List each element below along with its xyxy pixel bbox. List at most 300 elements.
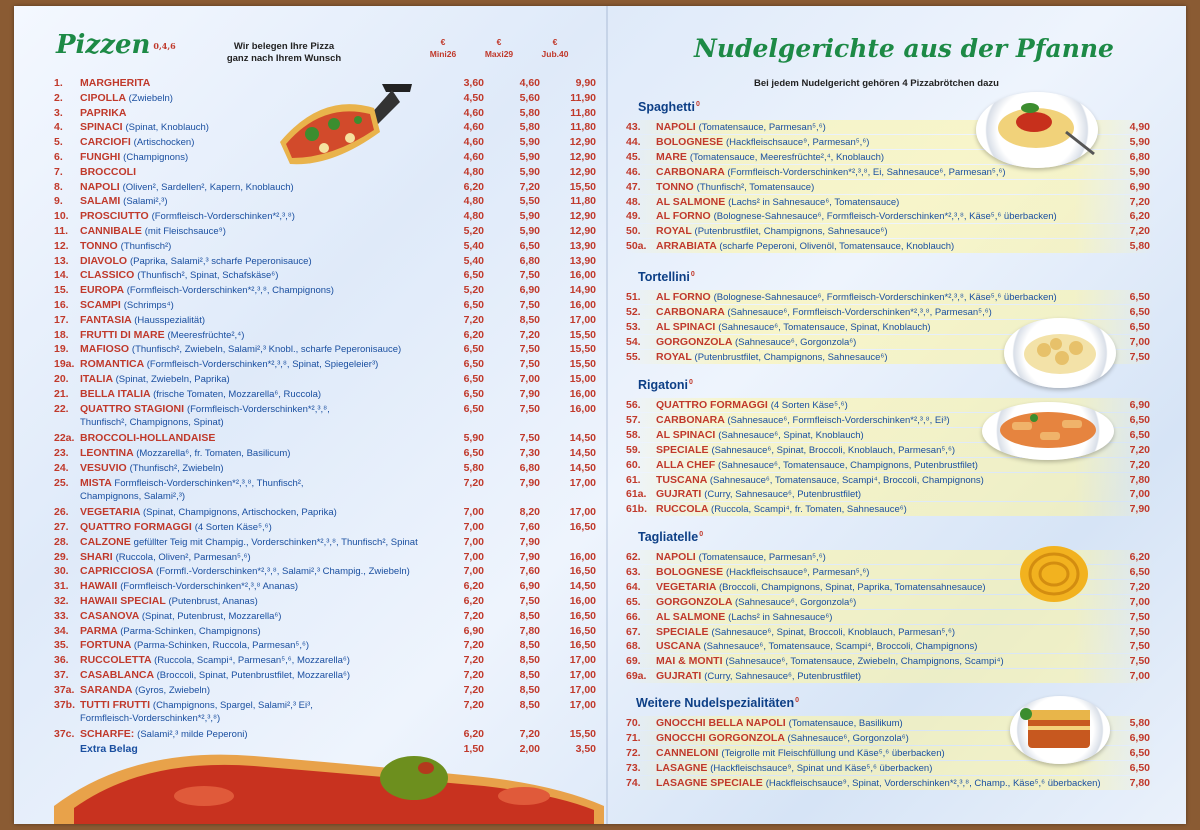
item-description: (Bolognese-Sahnesauce⁶, Formfleisch-Vorderschinken*²,³,⁸, Käse⁵,⁶ überbacken): [713, 211, 1057, 223]
item-price: 7,20: [463, 476, 484, 489]
item-price: 3,50: [575, 743, 596, 755]
item-number: 44.: [626, 135, 641, 148]
item-price: 7,00: [1129, 488, 1150, 501]
item-number: 16.: [54, 299, 69, 311]
item-price: 7,50: [519, 299, 540, 311]
item-name: PAPRIKA: [80, 106, 127, 119]
item-price: 16,50: [569, 609, 596, 622]
item-price: 4,60: [463, 106, 484, 119]
item-description: (Sahnesauce⁶, Tomatensauce, Scampi⁴, Broccoli, Champignons): [709, 474, 984, 486]
item-price: 5,20: [463, 225, 484, 237]
item-price: 6,50: [463, 299, 484, 311]
item-price: 16,00: [569, 299, 596, 311]
item-name: BELLA ITALIA (frische Tomaten, Mozzarella⁶, Ruccola): [80, 387, 322, 400]
item-description: (Spinat, Champignons, Artischocken, Paprika): [143, 507, 337, 519]
item-number: 33.: [54, 609, 69, 622]
item-number: 48.: [626, 195, 641, 208]
item-description-continued: Formfleisch-Vorderschinken*²,³,⁸): [80, 713, 221, 725]
item-price: 12,90: [569, 210, 596, 223]
item-number: 49.: [626, 210, 641, 223]
item-price: 13,90: [569, 239, 596, 252]
item-name: CANNIBALE (mit Fleischsauce⁹): [80, 225, 226, 237]
item-description: (Putenbrustfilet, Champignons, Sahnesauce⁶): [694, 351, 888, 363]
item-price: 7,20: [463, 669, 484, 681]
item-price: 6,50: [1129, 761, 1150, 774]
item-description: (Sahnesauce⁶, Tomatensauce, Spinat, Knoblauch): [718, 321, 931, 333]
item-number: 67.: [626, 625, 641, 638]
column-header-jubilee: € Jub.40: [541, 37, 569, 59]
item-description: (Zwiebeln): [128, 92, 173, 104]
item-description: (Curry, Sahnesauce⁶, Putenbrustfilet): [704, 671, 862, 683]
item-price: 7,00: [463, 550, 484, 563]
item-price: 6,50: [1129, 291, 1150, 303]
item-description: (4 Sorten Käse⁵,⁶): [770, 400, 848, 411]
item-price: 17,00: [569, 506, 596, 519]
noodle-row: [626, 654, 1154, 668]
item-price: 7,00: [1129, 670, 1150, 683]
item-number: 53.: [626, 320, 641, 333]
item-number: 66.: [626, 610, 641, 623]
item-description: (Paprika, Salami²,³ scharfe Peperonisauce): [129, 255, 312, 267]
item-description: (Curry, Sahnesauce⁶, Putenbrustfilet): [704, 489, 862, 501]
item-name: AL SALMONE (Lachs² in Sahnesauce⁶, Tomatensauce): [656, 195, 900, 208]
item-price: 5,90: [519, 136, 540, 149]
item-price: 6,20: [1129, 551, 1150, 563]
item-name: RUCCOLETTA (Ruccola, Scampi⁴, Parmesan⁵,⁶, Mozzarella⁶): [80, 654, 350, 667]
item-name: HAWAII (Formfleisch-Vorderschinken*²,³,⁸ Ananas): [80, 580, 298, 593]
item-name: USCANA (Sahnesauce⁶, Tomatensauce, Scampi⁴, Broccoli, Champignons): [656, 640, 978, 653]
item-price: 7,20: [1129, 195, 1150, 208]
item-name: QUATTRO FORMAGGI (4 Sorten Käse⁵,⁶): [80, 521, 272, 533]
item-price: 16,00: [569, 269, 596, 282]
noodle-row: [626, 610, 1154, 624]
item-name: MISTA Formfleisch-Vorderschinken*²,³,⁸, Thunfisch²,: [80, 476, 304, 489]
item-number: 63.: [626, 565, 641, 578]
item-description: (Formfleisch-Vorderschinken*²,³,⁸, Ei, Sahnesauce⁶, Parmesan⁵,⁶): [727, 166, 1006, 178]
item-description: (scharfe Peperoni, Olivenöl, Tomatensauce, Knoblauch): [719, 241, 955, 253]
item-price: 7,50: [1129, 350, 1150, 363]
item-price: 3,60: [463, 77, 484, 89]
item-number: 58.: [626, 428, 641, 441]
item-number: 26.: [54, 506, 69, 519]
pizza-row: [54, 283, 602, 297]
page-fold: [606, 6, 608, 824]
item-number: 19.: [54, 343, 69, 356]
item-description: (Thunfisch², Zwiebeln): [129, 462, 224, 474]
item-price: 14,50: [569, 447, 596, 459]
item-number: 37.: [54, 669, 69, 681]
item-description: (Hausspezialität): [134, 314, 206, 326]
item-name: TUTTI FRUTTI (Champignons, Spargel, Salami²,³ Ei³,: [80, 698, 313, 711]
item-price: 12,90: [569, 165, 596, 178]
pizza-section-title: Pizzen 0,4,6: [56, 30, 176, 60]
noodle-row: [626, 669, 1154, 683]
item-name: QUATTRO STAGIONI (Formfleisch-Vorderschinken*²,³,⁸,: [80, 402, 330, 415]
item-description: (Artischocken): [133, 137, 195, 149]
pizza-row: [54, 653, 602, 667]
item-name: SCAMPI (Schrimps⁴): [80, 299, 174, 311]
pizza-row: [54, 194, 602, 208]
item-name: SPINACI (Spinat, Knoblauch): [80, 121, 209, 134]
item-price: 7,20: [463, 698, 484, 711]
item-description: (Sahnesauce⁶, Spinat, Broccoli, Knoblauch, Parmesan⁵,⁶): [711, 626, 956, 638]
item-name: LASAGNE SPECIALE (Hackfleischsauce⁹, Spinat, Vorderschinken*²,³,⁸, Champ., Käse⁵,⁶ überbacken): [656, 776, 1101, 789]
noodle-section-title: Nudelgerichte aus der Pfanne: [694, 34, 1114, 63]
item-price: 7,20: [1129, 580, 1150, 593]
item-description: (Spinat, Knoblauch): [125, 122, 209, 134]
item-price: 6,50: [463, 373, 484, 385]
item-number: 50.: [626, 225, 641, 238]
pizza-row: [54, 224, 602, 238]
noodle-row: [626, 224, 1154, 238]
column-header-maxi: € Maxi29: [484, 37, 514, 59]
item-price: 16,50: [569, 639, 596, 652]
item-number: 50a.: [626, 240, 647, 253]
item-number: 34.: [54, 624, 69, 637]
item-price: 15,50: [569, 358, 596, 371]
item-price: 6,50: [1129, 428, 1150, 441]
item-number: 28.: [54, 535, 69, 548]
item-description: (Sahnesauce⁶, Gorgonzola⁶): [734, 336, 857, 348]
pizza-row: [54, 476, 602, 490]
pizza-row: [54, 431, 602, 445]
item-number: 24.: [54, 461, 69, 474]
item-price: 15,50: [569, 343, 596, 356]
pizza-row: [54, 402, 602, 416]
noodle-row: [626, 776, 1154, 790]
pizza-row: [54, 638, 602, 652]
item-number: 68.: [626, 640, 641, 653]
item-price: 4,80: [463, 210, 484, 223]
item-name: CASANOVA (Spinat, Putenbrust, Mozzarella⁶): [80, 609, 282, 622]
item-name: PARMA (Parma-Schinken, Champignons): [80, 624, 261, 637]
item-name: SCHARFE: (Salami²,³ milde Peperoni): [80, 728, 248, 741]
item-name: CLASSICO (Thunfisch², Spinat, Schafskäse⁶): [80, 269, 279, 282]
item-name: FUNGHI (Champignons): [80, 151, 189, 163]
item-description: (Thunfisch², Tomatensauce): [696, 181, 815, 193]
item-price: 17,00: [569, 313, 596, 326]
item-name: GUJRATI (Curry, Sahnesauce⁶, Putenbrustfilet): [656, 670, 862, 683]
item-price: 6,20: [463, 180, 484, 193]
item-description: (Parma-Schinken, Ruccola, Parmesan⁵,⁶): [133, 640, 310, 652]
noodle-row: [626, 290, 1154, 304]
item-price: 8,50: [519, 654, 540, 667]
pizza-row: [54, 505, 602, 519]
item-price: 11,80: [570, 195, 596, 208]
item-price: 5,80: [519, 106, 540, 119]
item-price: 5,80: [1129, 717, 1150, 729]
item-price: 16,50: [569, 624, 596, 637]
noodle-row: [626, 305, 1154, 319]
item-price: 11,80: [570, 106, 596, 119]
item-price: 1,50: [463, 743, 484, 755]
pizza-row: [54, 313, 602, 327]
item-price: 5,90: [463, 432, 484, 445]
item-number: 61a.: [626, 488, 647, 501]
item-name: NAPOLI (Tomatensauce, Parmesan⁵,⁶): [656, 551, 826, 563]
item-description: (Formfl.-Vorderschinken*²,³,⁸, Salami²,³ Champig., Zwiebeln): [156, 566, 410, 578]
item-price: 5,50: [519, 195, 540, 208]
category-heading: Weitere Nudelspezialitäten$^0$: [636, 696, 800, 710]
item-name: CARCIOFI (Artischocken): [80, 136, 195, 149]
pizza-row: [54, 328, 602, 342]
item-price: 7,00: [519, 373, 540, 385]
item-number: 14.: [54, 269, 69, 282]
item-number: 19a.: [54, 358, 75, 371]
item-name: AL FORNO (Bolognese-Sahnesauce⁶, Formfleisch-Vorderschinken*²,³,⁸, Käse⁵,⁶ überbacken): [656, 210, 1057, 223]
item-name: ARRABIATA (scharfe Peperoni, Olivenöl, Tomatensauce, Knoblauch): [656, 240, 955, 253]
item-number: 55.: [626, 350, 641, 363]
item-name: SALAMI (Salami²,³): [80, 195, 168, 208]
item-price: 7,90: [519, 535, 540, 548]
item-description: (Bolognese-Sahnesauce⁶, Formfleisch-Vorderschinken*²,³,⁸, Käse⁵,⁶ überbacken): [713, 292, 1057, 303]
item-description: (Gyros, Zwiebeln): [135, 684, 211, 696]
item-price: 6,50: [1129, 746, 1150, 759]
tortellini-plate-image: [1004, 318, 1116, 388]
item-price: 7,20: [463, 313, 484, 326]
item-price: 6,50: [1129, 305, 1150, 318]
item-number: 23.: [54, 447, 69, 459]
item-description: (Sahnesauce⁶, Spinat, Knoblauch): [718, 429, 864, 441]
item-description: (Formfleisch-Vorderschinken*²,³,⁸, Spinat, Spiegeleier³): [146, 359, 379, 371]
item-price: 7,20: [1129, 458, 1150, 471]
item-price: 5,90: [519, 151, 540, 163]
category-heading: Tortellini$^0$: [638, 270, 695, 284]
item-name: BROCCOLI-HOLLANDAISE: [80, 432, 216, 445]
item-number: 73.: [626, 761, 641, 774]
item-name: ITALIA (Spinat, Zwiebeln, Paprika): [80, 373, 230, 385]
item-name: CIPOLLA (Zwiebeln): [80, 91, 173, 104]
item-number: 11.: [54, 225, 69, 237]
item-number: 37a.: [54, 683, 75, 696]
item-number: 12.: [54, 239, 69, 252]
item-number: 15.: [54, 284, 69, 297]
noodle-row: [626, 487, 1154, 501]
item-description: (Lachs² in Sahnesauce⁶): [728, 611, 833, 623]
item-price: 7,00: [463, 521, 484, 533]
item-description: (Hackfleischsauce⁹, Parmesan⁵,⁶): [726, 136, 870, 148]
item-price: 6,50: [1129, 565, 1150, 578]
item-name: VEGETARIA (Spinat, Champignons, Artischocken, Paprika): [80, 506, 337, 519]
item-price: 6,50: [463, 387, 484, 400]
item-price: 17,00: [569, 654, 596, 667]
item-name: DIAVOLO (Paprika, Salami²,³ scharfe Peperonisauce): [80, 254, 312, 267]
item-price: 15,50: [569, 728, 596, 741]
item-price: 15,00: [569, 373, 596, 385]
pizza-row: [54, 209, 602, 223]
item-price: 7,60: [519, 521, 540, 533]
pizza-row: [54, 520, 602, 534]
item-price: 6,90: [519, 284, 540, 297]
item-price: 7,50: [1129, 655, 1150, 668]
item-price: 6,80: [519, 254, 540, 267]
category-heading: Spaghetti$^0$: [638, 100, 700, 114]
item-price: 7,80: [1129, 776, 1150, 789]
item-price: 11,90: [570, 91, 596, 104]
item-number: 60.: [626, 458, 641, 471]
item-price: 15,50: [569, 180, 596, 193]
item-name: GORGONZOLA (Sahnesauce⁶, Gorgonzola⁶): [656, 335, 857, 348]
pizza-row: [54, 579, 602, 593]
item-number: 56.: [626, 399, 641, 411]
item-number: 59.: [626, 443, 641, 456]
item-price: 4,90: [1129, 121, 1150, 133]
item-price: 7,20: [463, 683, 484, 696]
item-number: 4.: [54, 121, 63, 134]
noodle-row: [626, 239, 1154, 253]
pizza-row: [54, 564, 602, 578]
item-number: 13.: [54, 254, 69, 267]
noodle-row: [626, 209, 1154, 223]
pizza-row: [54, 254, 602, 268]
item-number: 61.: [626, 473, 641, 486]
item-price: 14,50: [569, 432, 596, 445]
item-price: 6,50: [463, 402, 484, 415]
item-price: 6,50: [1129, 413, 1150, 426]
item-price: 4,50: [463, 91, 484, 104]
item-price: 6,50: [1129, 320, 1150, 333]
item-price: 5,90: [519, 225, 540, 237]
pizza-row: [54, 698, 602, 712]
lasagne-plate-image: [1010, 696, 1110, 764]
item-price: 7,20: [1129, 443, 1150, 456]
item-price: 5,40: [463, 254, 484, 267]
menu-sheet: [14, 6, 1186, 824]
item-number: 29.: [54, 550, 69, 563]
item-price: 8,50: [519, 609, 540, 622]
item-number: 62.: [626, 551, 641, 563]
item-price: 7,00: [463, 565, 484, 578]
pizza-row: [54, 461, 602, 475]
item-price: 7,00: [1129, 335, 1150, 348]
item-description: (Thunfisch²): [120, 240, 172, 252]
item-price: 6,90: [1129, 180, 1150, 193]
pizza-row: [54, 180, 602, 194]
item-name: TUSCANA (Sahnesauce⁶, Tomatensauce, Scampi⁴, Broccoli, Champignons): [656, 473, 984, 486]
item-number: 2.: [54, 91, 63, 104]
item-description: (Lachs² in Sahnesauce⁶, Tomatensauce): [728, 196, 900, 208]
pizza-bottom-image: [54, 736, 604, 824]
item-name: CARBONARA (Sahnesauce⁶, Formfleisch-Vorderschinken*²,³,⁸, Parmesan⁵,⁶): [656, 305, 992, 318]
category-heading: Rigatoni$^0$: [638, 378, 693, 392]
item-price: 7,90: [519, 476, 540, 489]
item-price: 7,20: [519, 328, 540, 341]
item-price: 5,60: [519, 91, 540, 104]
item-price: 5,90: [1129, 165, 1150, 178]
item-number: 25.: [54, 476, 69, 489]
item-name: SARANDA (Gyros, Zwiebeln): [80, 683, 211, 696]
item-number: 65.: [626, 595, 641, 608]
item-description: (Tomatensauce, Parmesan⁵,⁶): [698, 552, 826, 563]
item-price: 7,80: [519, 624, 540, 637]
item-description: (Sahnesauce⁶, Formfleisch-Vorderschinken*²,³,⁸, Parmesan⁵,⁶): [727, 306, 992, 318]
item-name: ROYAL (Putenbrustfilet, Champignons, Sahnesauce⁶): [656, 350, 888, 363]
item-number: 54.: [626, 335, 641, 348]
item-name: Extra Belag: [80, 743, 138, 755]
item-name: AL SPINACI (Sahnesauce⁶, Spinat, Knoblauch): [656, 428, 864, 441]
item-name: CASABLANCA (Broccoli, Spinat, Putenbrustfilet, Mozzarella⁶): [80, 669, 351, 681]
item-description: (Formfleisch-Vorderschinken*²,³,⁸, Champignons): [126, 285, 334, 297]
noodle-row: [626, 473, 1154, 487]
pizza-row: [54, 550, 602, 564]
item-number: 70.: [626, 717, 641, 729]
item-name: LEONTINA (Mozzarella⁶, fr. Tomaten, Basilicum): [80, 447, 291, 459]
item-price: 5,40: [463, 239, 484, 252]
item-name: LASAGNE (Hackfleischsauce⁹, Spinat und Käse⁵,⁶ überbacken): [656, 761, 933, 774]
item-name: AL SALMONE (Lachs² in Sahnesauce⁶): [656, 610, 833, 623]
item-description: (Ruccola, Scampi⁴, Parmesan⁵,⁶, Mozzarella⁶): [154, 655, 350, 667]
item-price: 7,50: [1129, 610, 1150, 623]
item-price: 6,20: [463, 728, 484, 741]
item-price: 6,80: [1129, 150, 1150, 163]
item-price: 4,80: [463, 165, 484, 178]
item-description: (frische Tomaten, Mozzarella⁶, Ruccola): [153, 388, 322, 400]
item-description: (Broccoli, Spinat, Putenbrustfilet, Mozzarella⁶): [156, 670, 351, 681]
item-price: 7,00: [1129, 595, 1150, 608]
item-price: 14,50: [569, 461, 596, 474]
item-price: 2,00: [519, 743, 540, 755]
item-price: 7,50: [519, 343, 540, 356]
noodle-row: [626, 195, 1154, 209]
item-name: SHARI (Ruccola, Oliven², Parmesan⁵,⁶): [80, 550, 251, 563]
pizza-row: [54, 268, 602, 282]
item-number: 37c.: [54, 728, 75, 741]
item-description: (4 Sorten Käse⁵,⁶): [194, 522, 272, 533]
item-price: 7,50: [519, 595, 540, 607]
item-price: 7,20: [519, 180, 540, 193]
item-price: 7,50: [1129, 625, 1150, 638]
item-number: 69a.: [626, 670, 647, 683]
item-name: BOLOGNESE (Hackfleischsauce⁹, Parmesan⁵,⁶): [656, 565, 870, 578]
item-price: 12,90: [569, 151, 596, 163]
item-name: CARBONARA (Sahnesauce⁶, Formfleisch-Vorderschinken*²,³,⁸, Ei³): [656, 413, 950, 426]
item-price: 16,00: [569, 550, 596, 563]
item-price: 5,90: [519, 165, 540, 178]
item-name: TONNO (Thunfisch², Tomatensauce): [656, 180, 815, 193]
pizza-row: [54, 535, 602, 549]
item-name: FORTUNA (Parma-Schinken, Ruccola, Parmesan⁵,⁶): [80, 639, 310, 652]
item-description: (Tomatensauce, Meeresfrüchte²,⁴, Knoblauch): [689, 151, 885, 163]
item-price: 4,60: [463, 121, 484, 134]
item-description: (Sahnesauce⁶, Tomatensauce, Zwiebeln, Champignons, Scampi⁴): [725, 656, 1004, 668]
item-price: 7,30: [519, 447, 540, 459]
item-price: 8,50: [519, 698, 540, 711]
item-number: 22a.: [54, 432, 75, 445]
item-description: (Spinat, Putenbrust, Mozzarella⁶): [141, 610, 282, 622]
pizza-row: [54, 446, 602, 460]
item-description: (Parma-Schinken, Champignons): [120, 625, 261, 637]
item-price: 7,90: [519, 387, 540, 400]
item-number: 52.: [626, 305, 641, 318]
item-name: FANTASIA (Hausspezialität): [80, 313, 206, 326]
item-name: GUJRATI (Curry, Sahnesauce⁶, Putenbrustfilet): [656, 488, 862, 501]
item-price: 4,60: [519, 77, 540, 89]
item-description: (Champignons, Spargel, Salami²,³ Ei³,: [152, 699, 313, 711]
noodle-row: [626, 180, 1154, 194]
item-number: 51.: [626, 291, 641, 303]
item-name: AL SPINACI (Sahnesauce⁶, Tomatensauce, Spinat, Knoblauch): [656, 320, 931, 333]
item-description: (Hackfleischsauce⁹, Parmesan⁵,⁶): [726, 566, 870, 578]
item-number: 45.: [626, 150, 641, 163]
item-number: 1.: [54, 77, 63, 89]
item-price: 5,80: [519, 121, 540, 134]
item-name: MARGHERITA: [80, 77, 151, 89]
item-number: 8.: [54, 180, 63, 193]
item-description: (Mozzarella⁶, fr. Tomaten, Basilicum): [136, 448, 291, 459]
item-price: 6,20: [463, 580, 484, 593]
item-price: 8,20: [519, 506, 540, 519]
item-price: 5,80: [463, 461, 484, 474]
